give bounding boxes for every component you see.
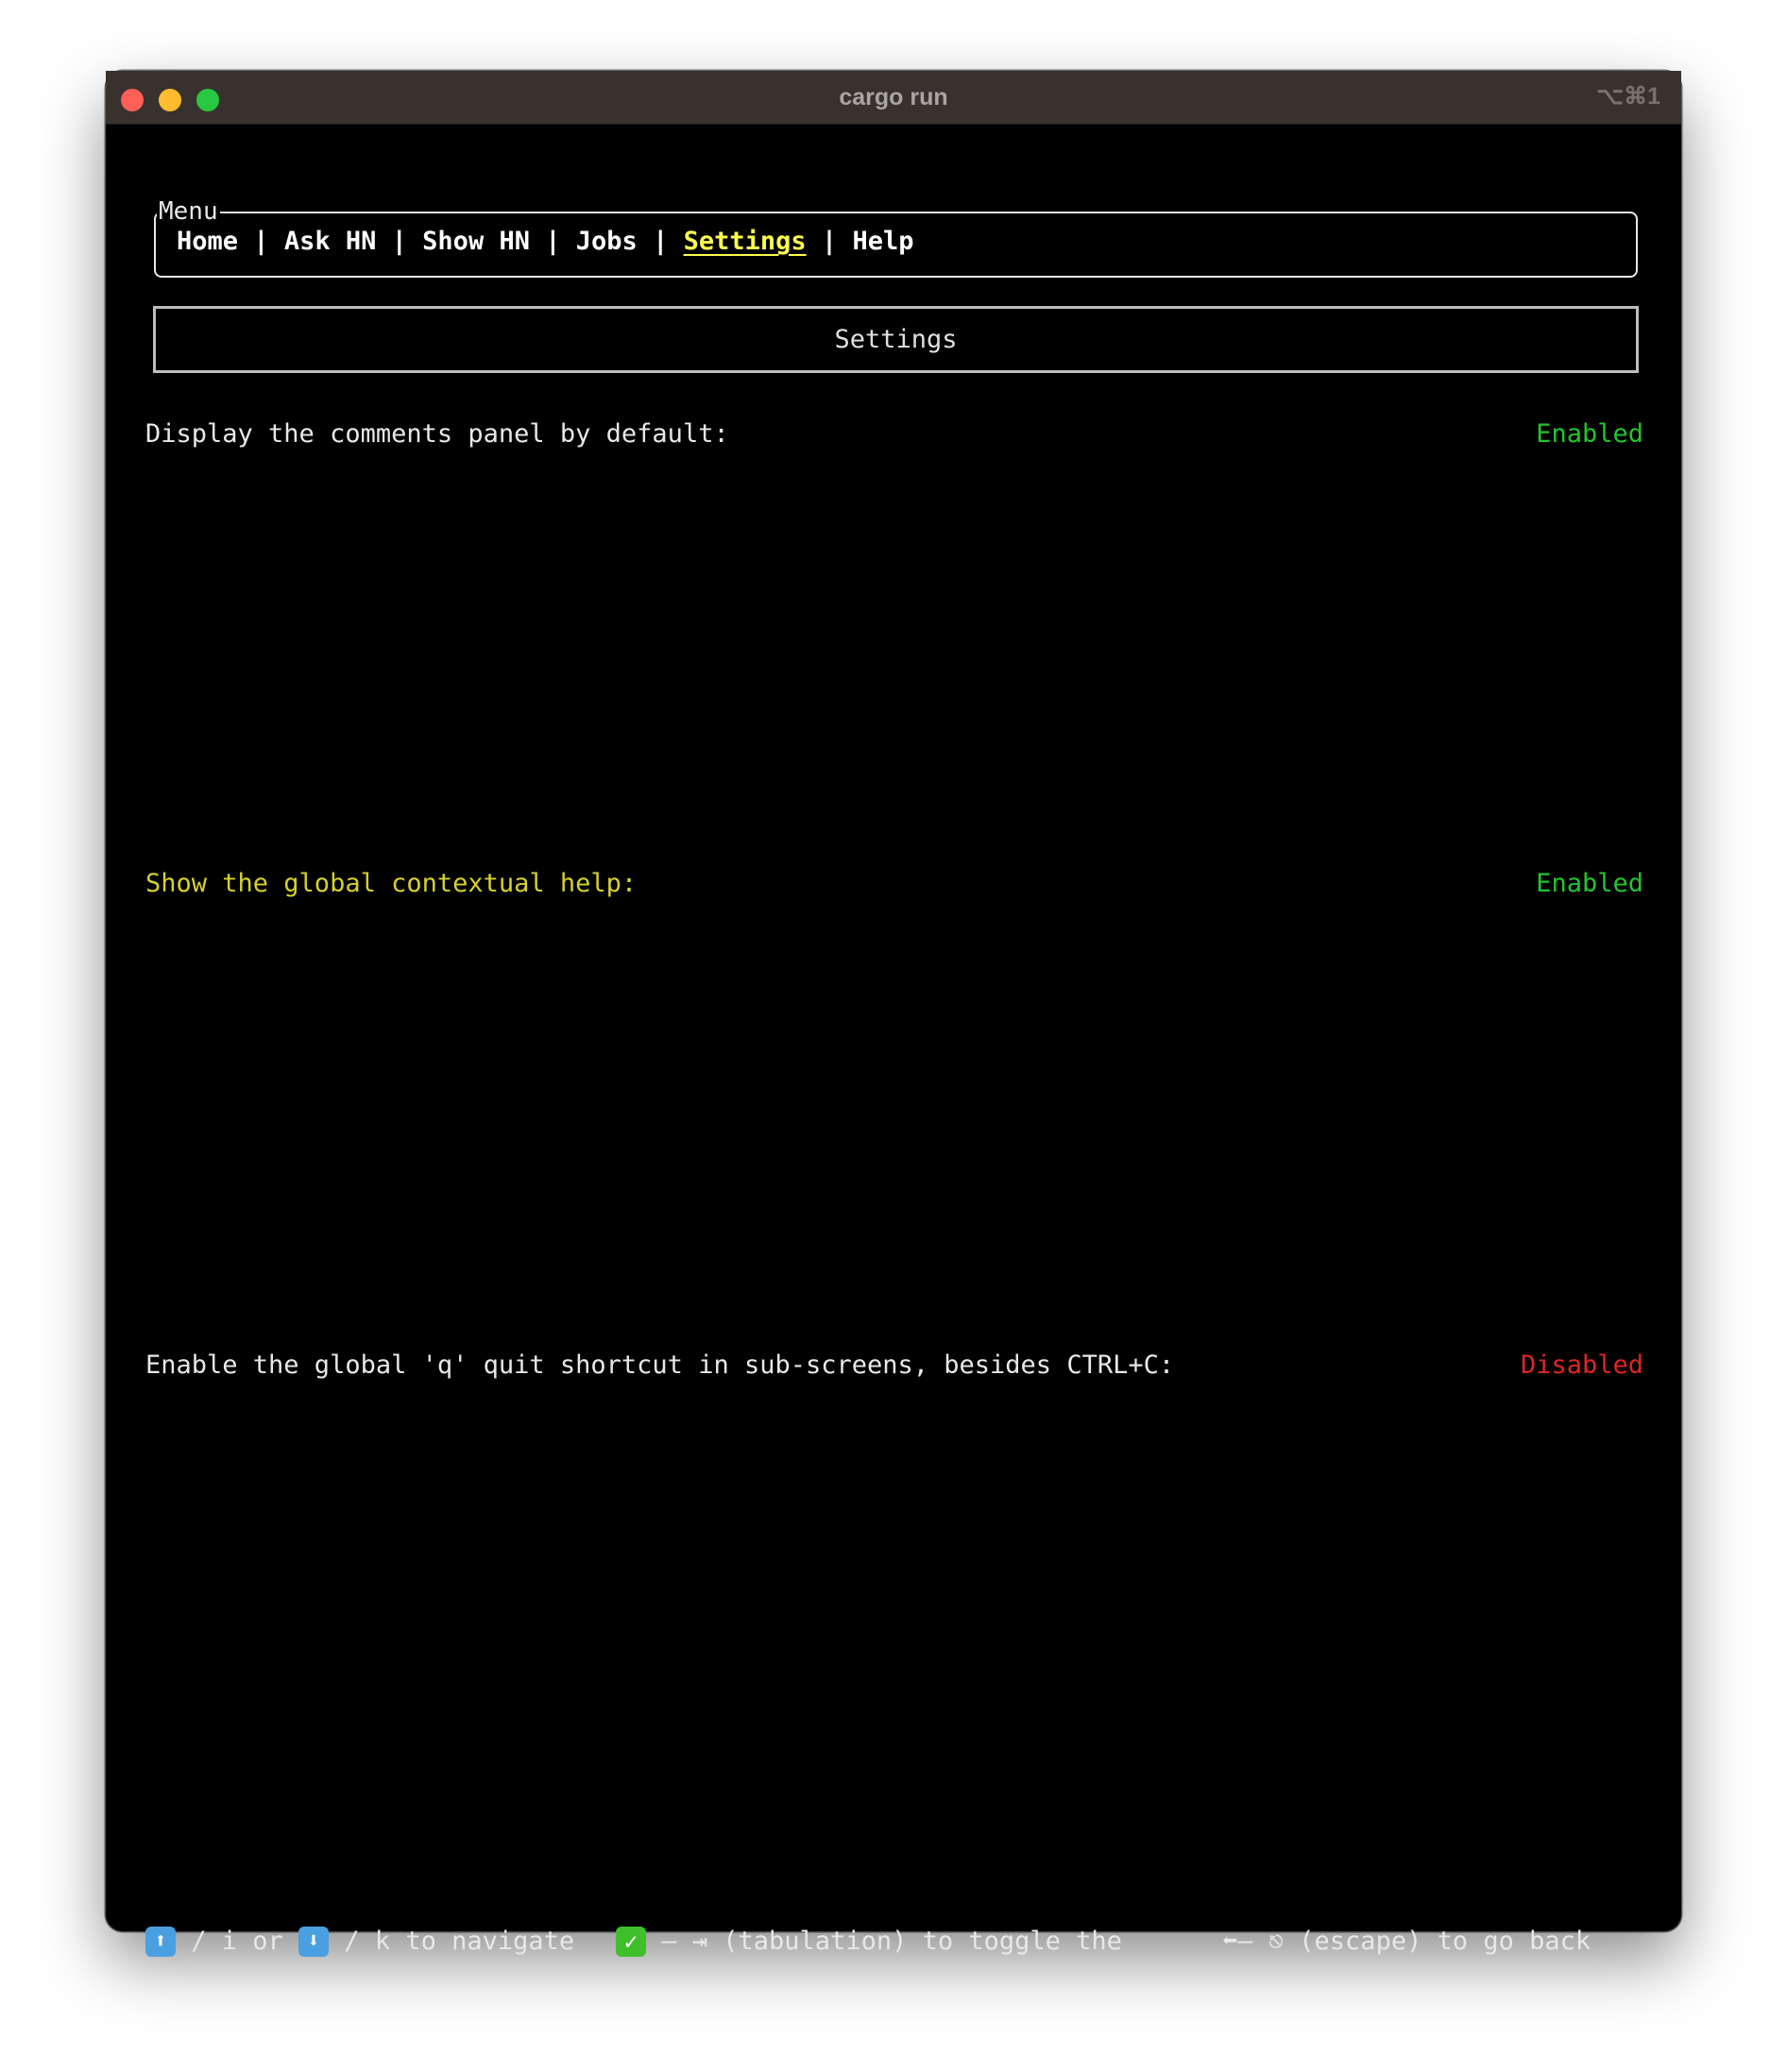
setting-value-enabled[interactable]: Enabled [1536,869,1643,898]
menu-item-settings[interactable]: Settings [683,227,807,256]
menu-item-help[interactable]: Help [852,227,914,256]
page-title: Settings [834,325,958,354]
setting-value-enabled[interactable]: Enabled [1536,419,1643,449]
menu-bar [154,197,1638,278]
help-text: – ⎋ (escape) to go back [1237,1927,1591,1956]
help-toggle [616,1926,1122,1957]
arrow-left-icon: ⬅ [1222,1927,1238,1956]
check-icon: ✓ [616,1927,646,1957]
setting-row-comments-panel[interactable] [145,419,1643,453]
arrow-down-icon: ⬇ [298,1927,329,1957]
help-footer [145,1926,1657,2072]
settings-header [153,306,1639,373]
menu-item-home[interactable]: Home [177,227,239,256]
help-navigate [145,1926,574,1957]
menu-item-jobs[interactable]: Jobs [575,227,638,256]
setting-label: Display the comments panel by default: [145,419,729,449]
help-text: / k to navigate [329,1927,575,1956]
setting-label: Enable the global 'q' quit shortcut in sub-screens, besides CTRL+C: [145,1350,1175,1380]
window-title: cargo run [839,84,948,110]
menu-separator: | [545,227,561,256]
menu-separator: | [391,227,407,256]
terminal-content [106,125,1681,1956]
setting-row-quit-shortcut[interactable] [145,1350,1643,1384]
menu-items [177,227,913,256]
menu-separator: | [253,227,269,256]
title-bar [106,71,1681,125]
terminal-window [106,71,1681,1956]
setting-label-selected: Show the global contextual help: [145,869,638,898]
menu-item-show-hn[interactable]: Show HN [422,227,530,256]
menu-legend: Menu [159,197,218,226]
arrow-up-icon: ⬆ [145,1927,176,1957]
setting-value-disabled[interactable]: Disabled [1520,1350,1643,1380]
help-text: / i or [176,1927,299,1956]
menu-separator: | [821,227,838,256]
help-text: – ⇥ (tabulation) to toggle the [646,1927,1122,1956]
help-back [1222,1926,1591,1956]
menu-separator: | [653,227,669,256]
window-shortcut: ⌥⌘1 [1596,83,1660,110]
menu-item-ask-hn[interactable]: Ask HN [283,227,377,256]
setting-row-contextual-help[interactable] [145,869,1643,903]
